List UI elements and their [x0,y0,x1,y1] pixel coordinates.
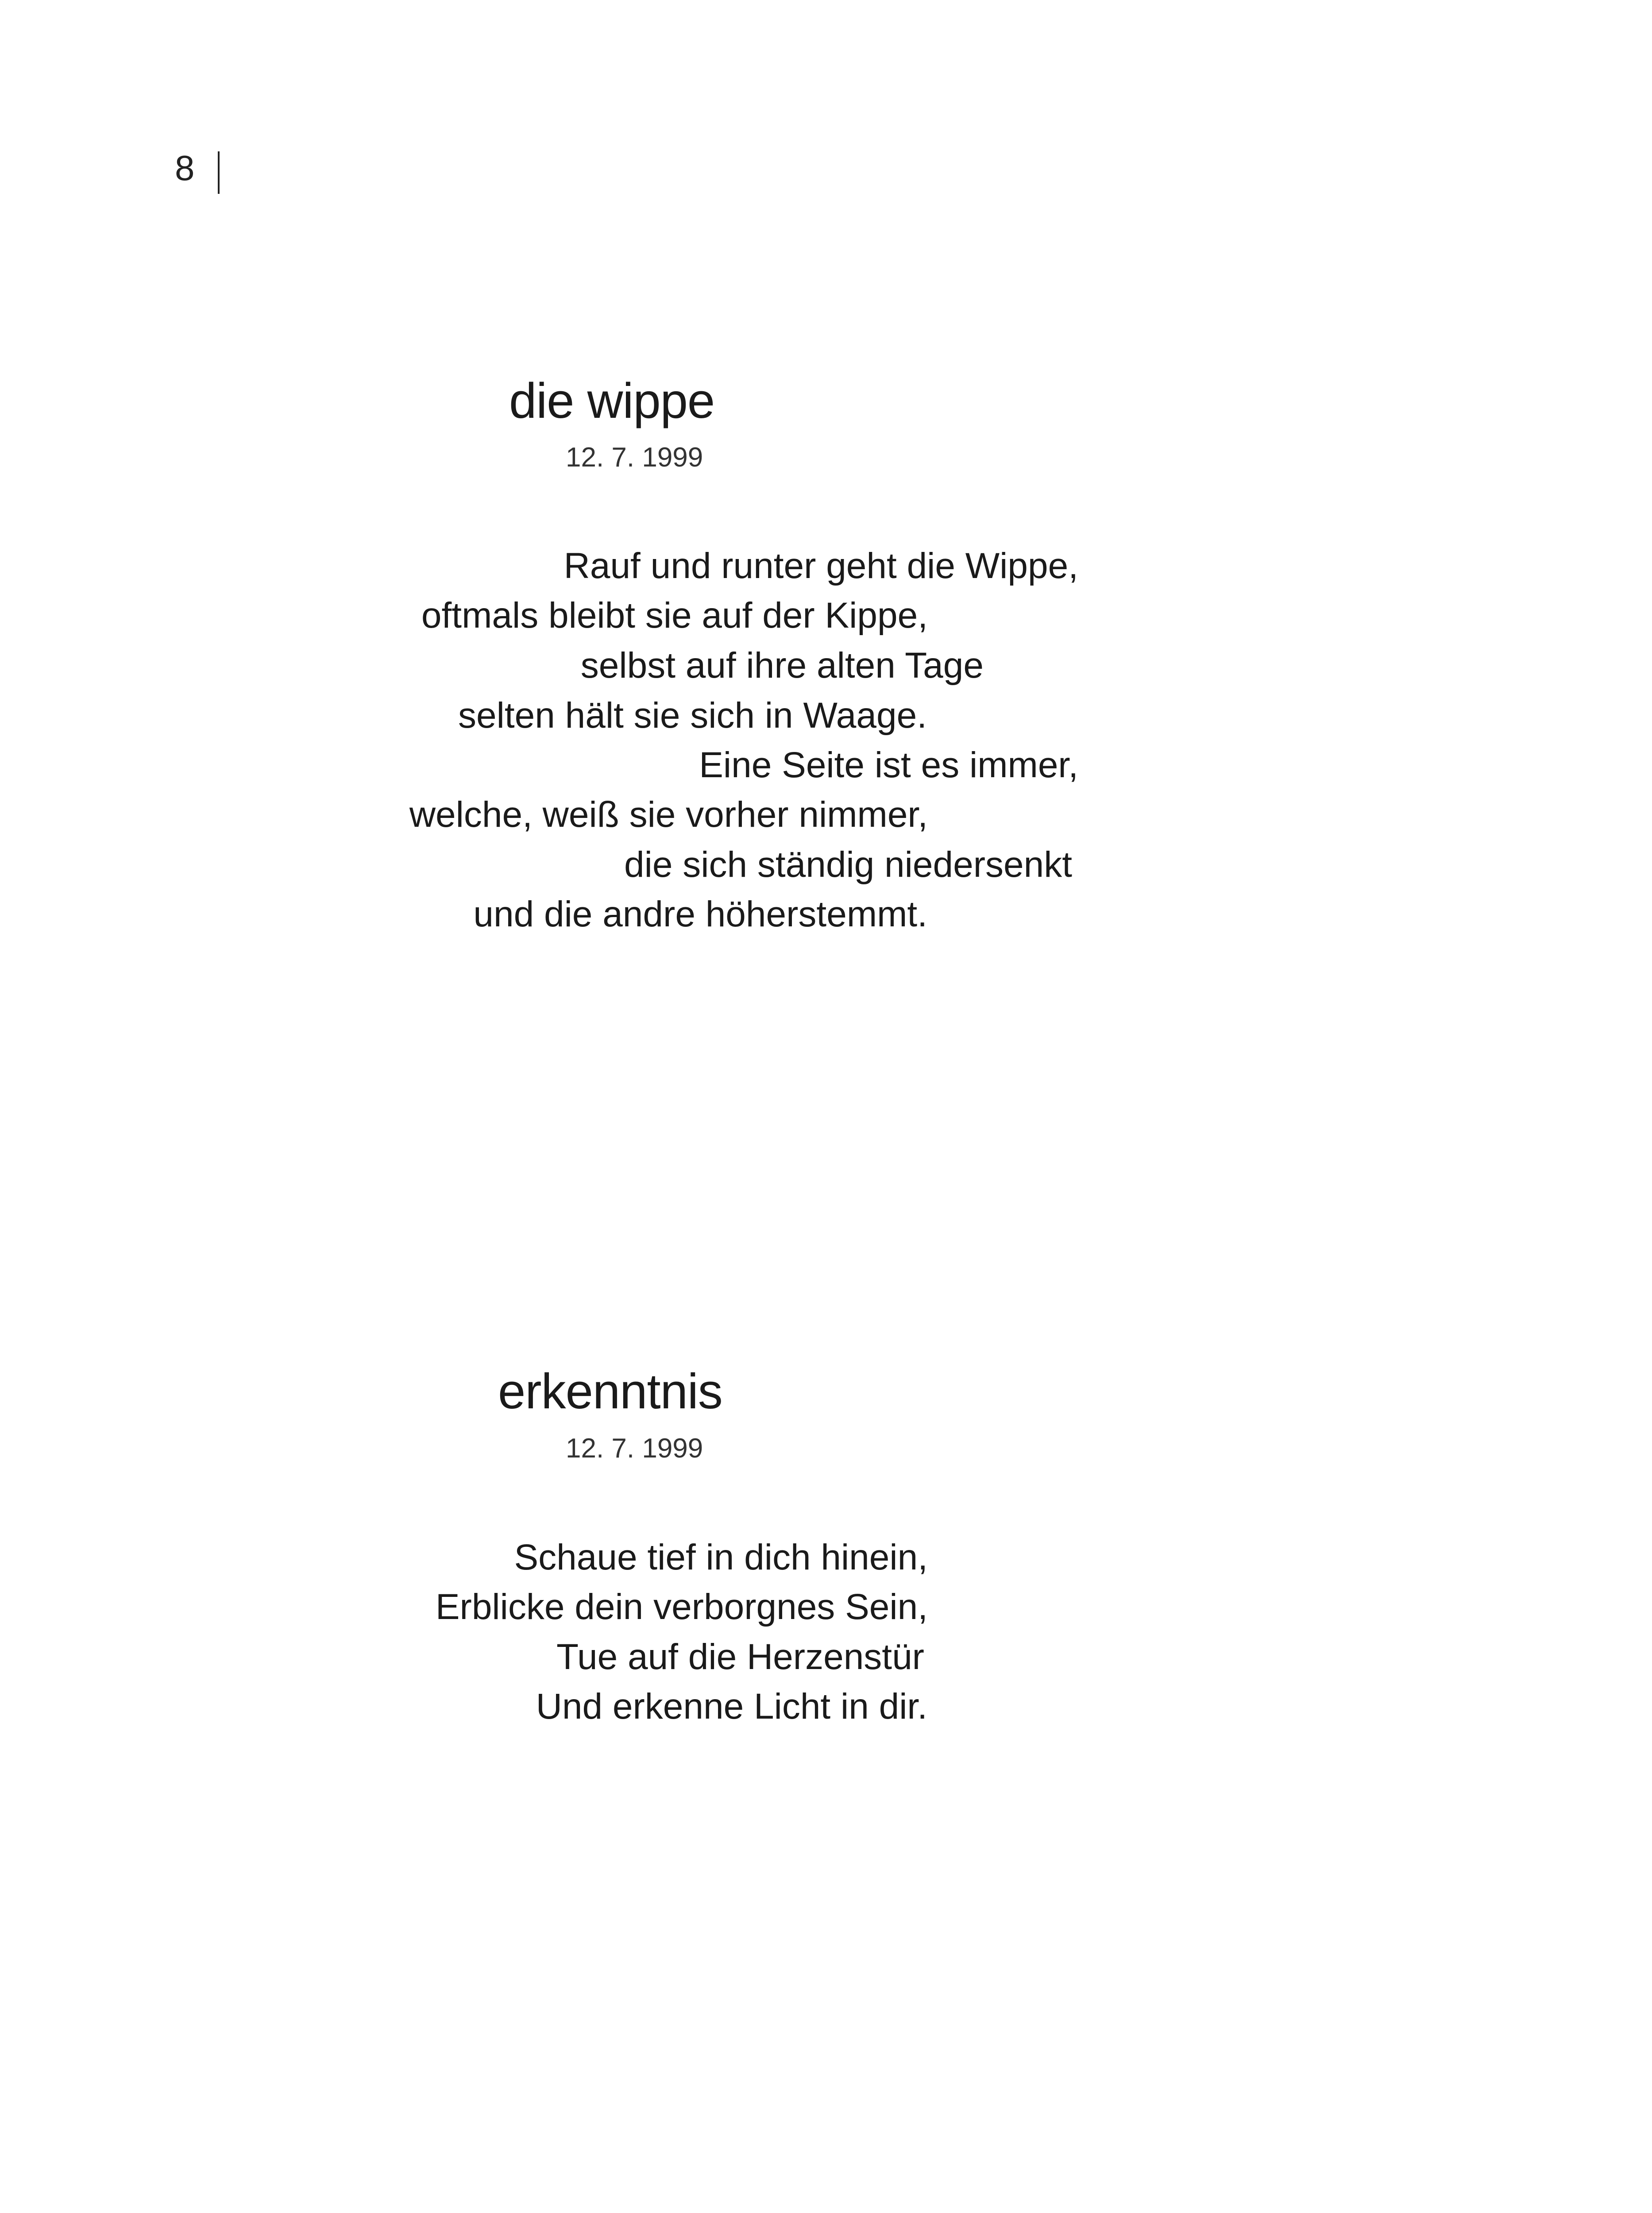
poem-line: und die andre höherstemmt. [473,894,927,934]
poem-line: Erblicke dein verborgnes Sein, [435,1587,928,1627]
poem-line: oftmals bleibt sie auf der Kippe, [421,595,928,636]
poem-line: Und erkenne Licht in dir. [536,1686,927,1727]
poem-date: 12. 7. 1999 [566,1433,703,1464]
poem-line: Schaue tief in dich hinein, [514,1537,928,1577]
poem-date: 12. 7. 1999 [566,442,703,473]
poem-line: die sich ständig niedersenkt [624,844,1072,885]
poem-line: Eine Seite ist es immer, [699,745,1078,785]
poem-title: erkenntnis [498,1364,722,1419]
poem-title: die wippe [509,373,715,428]
page-number: 8 [175,148,195,188]
poem-line: welche, weiß sie vorher nimmer, [409,794,928,835]
poem-line: selbst auf ihre alten Tage [580,645,984,686]
poem-line: Rauf und runter geht die Wippe, [564,546,1078,586]
poem-line: Tue auf die Herzenstür [556,1637,924,1677]
page-number-divider [218,151,220,194]
poem-line: selten hält sie sich in Waage. [458,695,927,736]
